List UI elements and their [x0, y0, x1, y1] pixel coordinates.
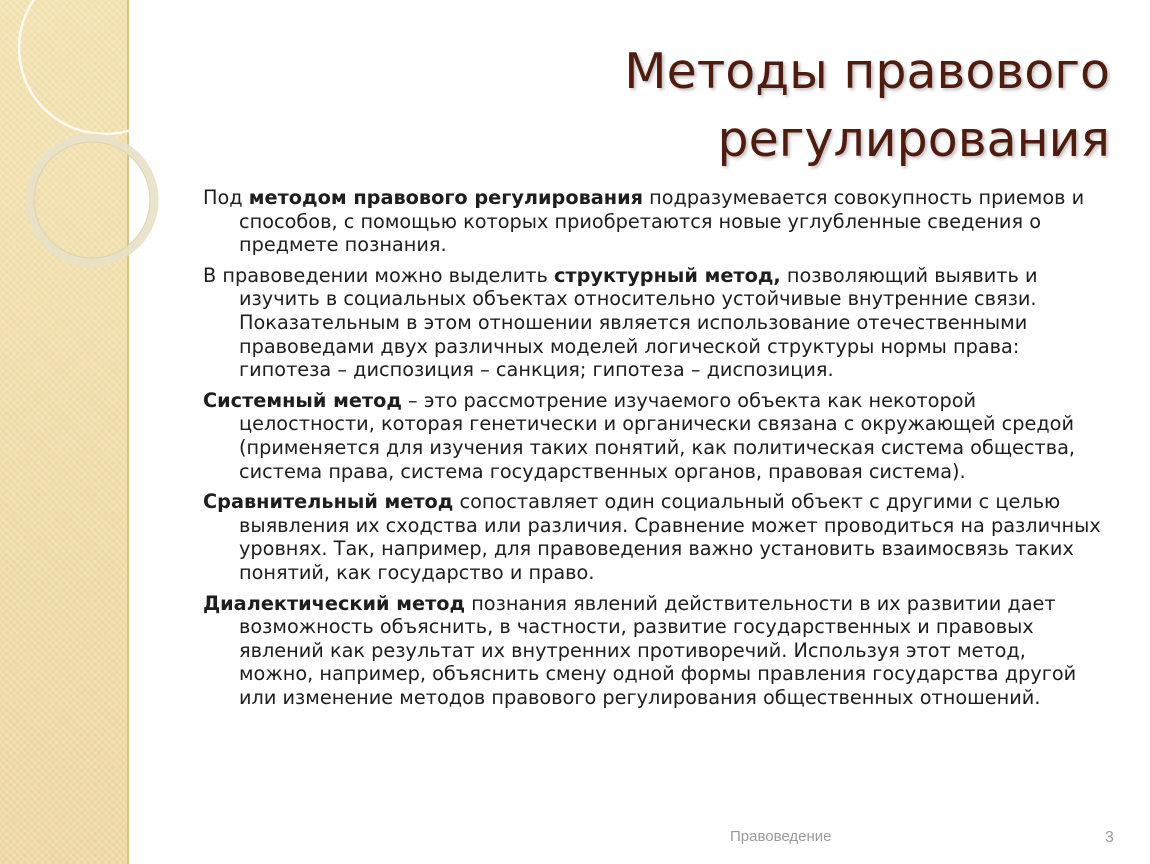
paragraph-structural-method [203, 264, 1103, 382]
paragraph-comparative-method [203, 490, 1103, 584]
paragraph-text: подразумевается совокупность приемов и способов, с помощью которых приобретаются новые углубленные сведения о предмете познания. [239, 186, 1085, 257]
decor-circle-large [19, 0, 190, 134]
paragraph-lead: Под [203, 186, 249, 209]
decorative-circles [0, 0, 190, 330]
paragraph-text: позволяющий выявить и изучить в социальных объектах относительно устойчивые внутренние связи. Показательным в этом отношении является использование отечественными правоведами двух различных моделей логической структуры нормы права: гипотеза – диспозиция – санкция; гипотеза – диспозиция. [239, 263, 1038, 382]
slide-body [203, 186, 1103, 716]
paragraph-lead: В правоведении можно выделить [203, 263, 554, 287]
paragraph-definition [203, 186, 1103, 257]
paragraph-systemic-method [203, 389, 1103, 483]
paragraph-text: – это рассмотрение изучаемого объекта как некоторой целостности, которая генетически и органически связана с окружающей средой (применяется для изучения таких понятий, как политическая система общества, система права, система государственных органов, правовая система). [239, 388, 1076, 483]
term-bold: Диалектический метод [203, 591, 466, 615]
slide-page-number: 3 [1105, 829, 1114, 846]
term-bold: структурный метод, [554, 263, 781, 287]
term-bold: методом правового регулирования [248, 186, 644, 209]
slide-footer: Правоведение [730, 828, 832, 845]
decor-circle-ring [30, 138, 154, 262]
title-line-1: Методы правового [624, 43, 1110, 100]
slide-title [624, 38, 1110, 174]
term-bold: Системный метод [203, 388, 402, 412]
title-line-2: регулирования [717, 111, 1110, 168]
paragraph-text: познания явлений действительности в их развитии дает возможность объяснить, в частности, развитие государственных и правовых явлений как результат их внутренних противоречий. Используя этот метод, можно, например, объяснить смену одной формы правления государства другой или изменение методов правового регулирования общественных отношений. [239, 591, 1077, 709]
decor-circle-ring-inner [34, 142, 150, 258]
paragraph-text: сопоставляет один социальный объект с другими с целью выявления их сходства или различия. Сравнение может проводиться на различных уровнях. Так, например, для правоведения важно установить взаимосвязь таких понятий, как государство и право. [239, 490, 1101, 584]
paragraph-dialectical-method [203, 592, 1103, 710]
term-bold: Сравнительный метод [203, 490, 454, 514]
